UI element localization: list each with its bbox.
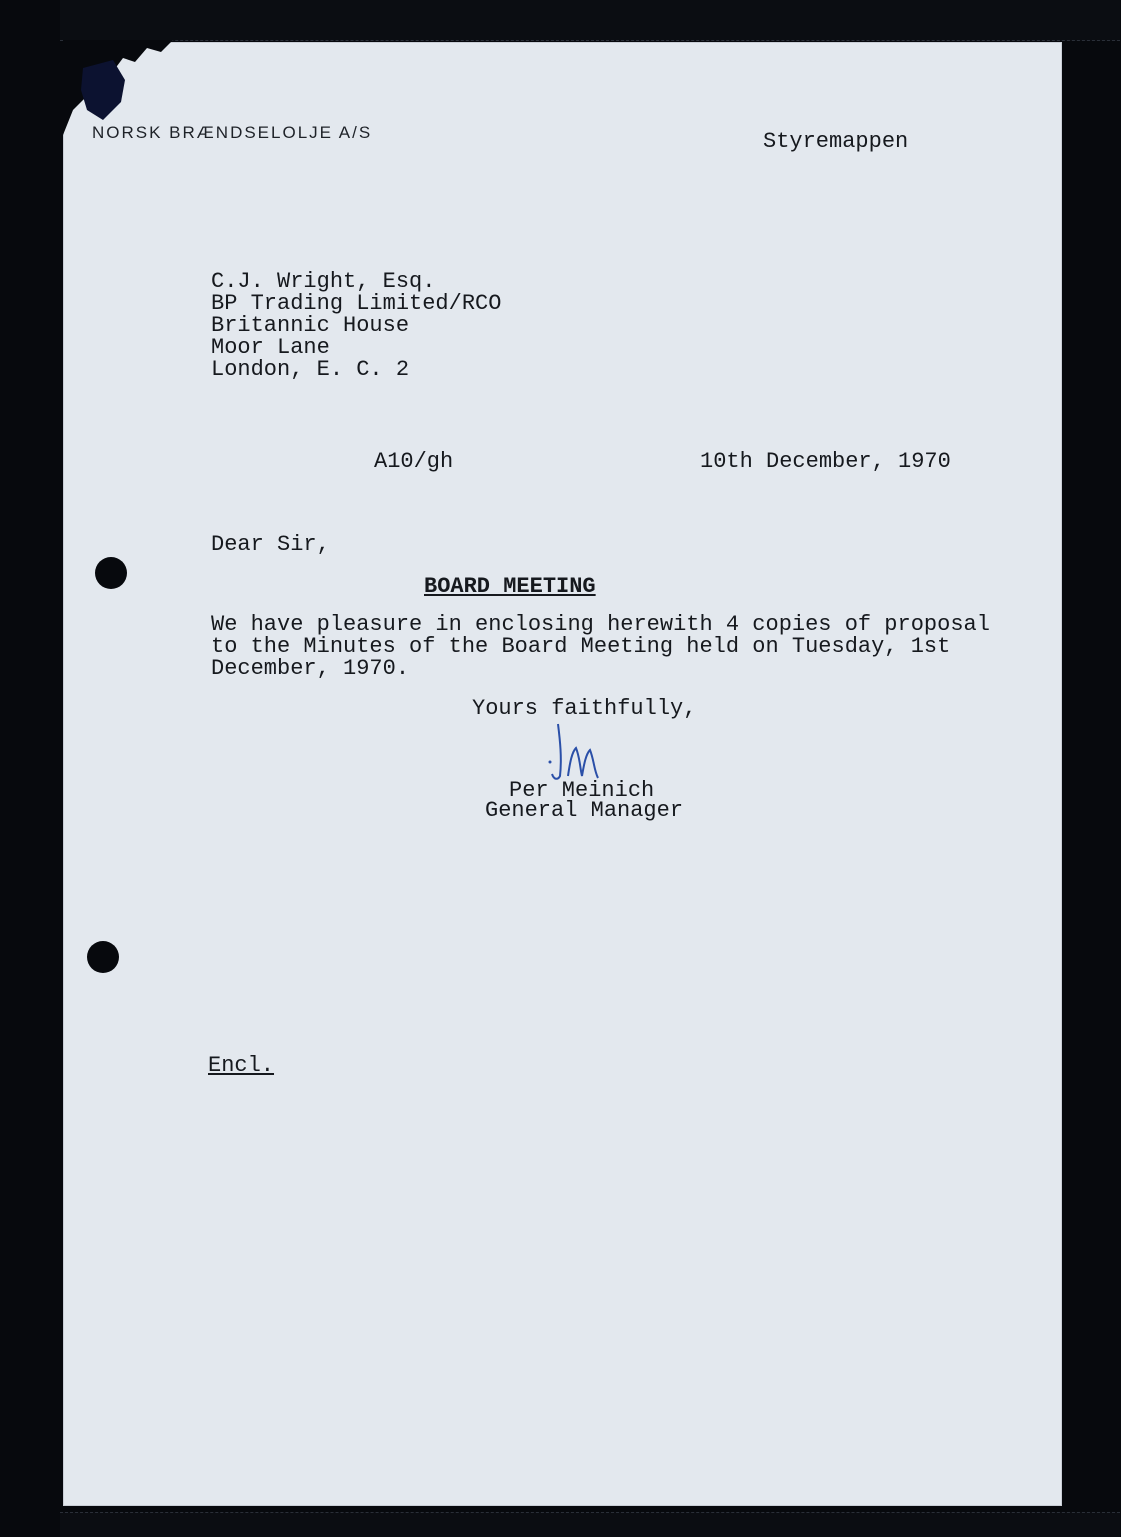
salutation: Dear Sir,: [211, 532, 330, 557]
folder-label: Styremappen: [763, 129, 909, 154]
recipient-company: BP Trading Limited/RCO: [211, 291, 502, 316]
scan-edge-bottom: [60, 1512, 1120, 1537]
letter-date: 10th December, 1970: [700, 449, 951, 474]
body-line: to the Minutes of the Board Meeting held on Tuesday, 1st: [211, 634, 951, 659]
recipient-city: London, E. C. 2: [211, 357, 410, 382]
recipient-name: C.J. Wright, Esq.: [211, 269, 436, 294]
torn-corner-icon: [63, 40, 173, 135]
punch-hole-bottom: [87, 941, 119, 973]
body-line: We have pleasure in enclosing herewith 4 copies of proposal: [211, 612, 990, 637]
recipient-building: Britannic House: [211, 313, 410, 338]
signatory-title: General Manager: [485, 798, 684, 823]
body-line: December, 1970.: [211, 656, 410, 681]
signatory-name: Per Meinich: [509, 778, 655, 803]
subject-heading: BOARD MEETING: [424, 574, 596, 599]
enclosure-note: Encl.: [208, 1053, 275, 1078]
punch-hole-top: [95, 557, 127, 589]
closing: Yours faithfully,: [472, 696, 697, 721]
reference-code: A10/gh: [374, 449, 454, 474]
scan-edge-top: [60, 0, 1120, 41]
recipient-street: Moor Lane: [211, 335, 330, 360]
company-letterhead: NORSK BRÆNDSELOLJE A/S: [92, 123, 373, 142]
